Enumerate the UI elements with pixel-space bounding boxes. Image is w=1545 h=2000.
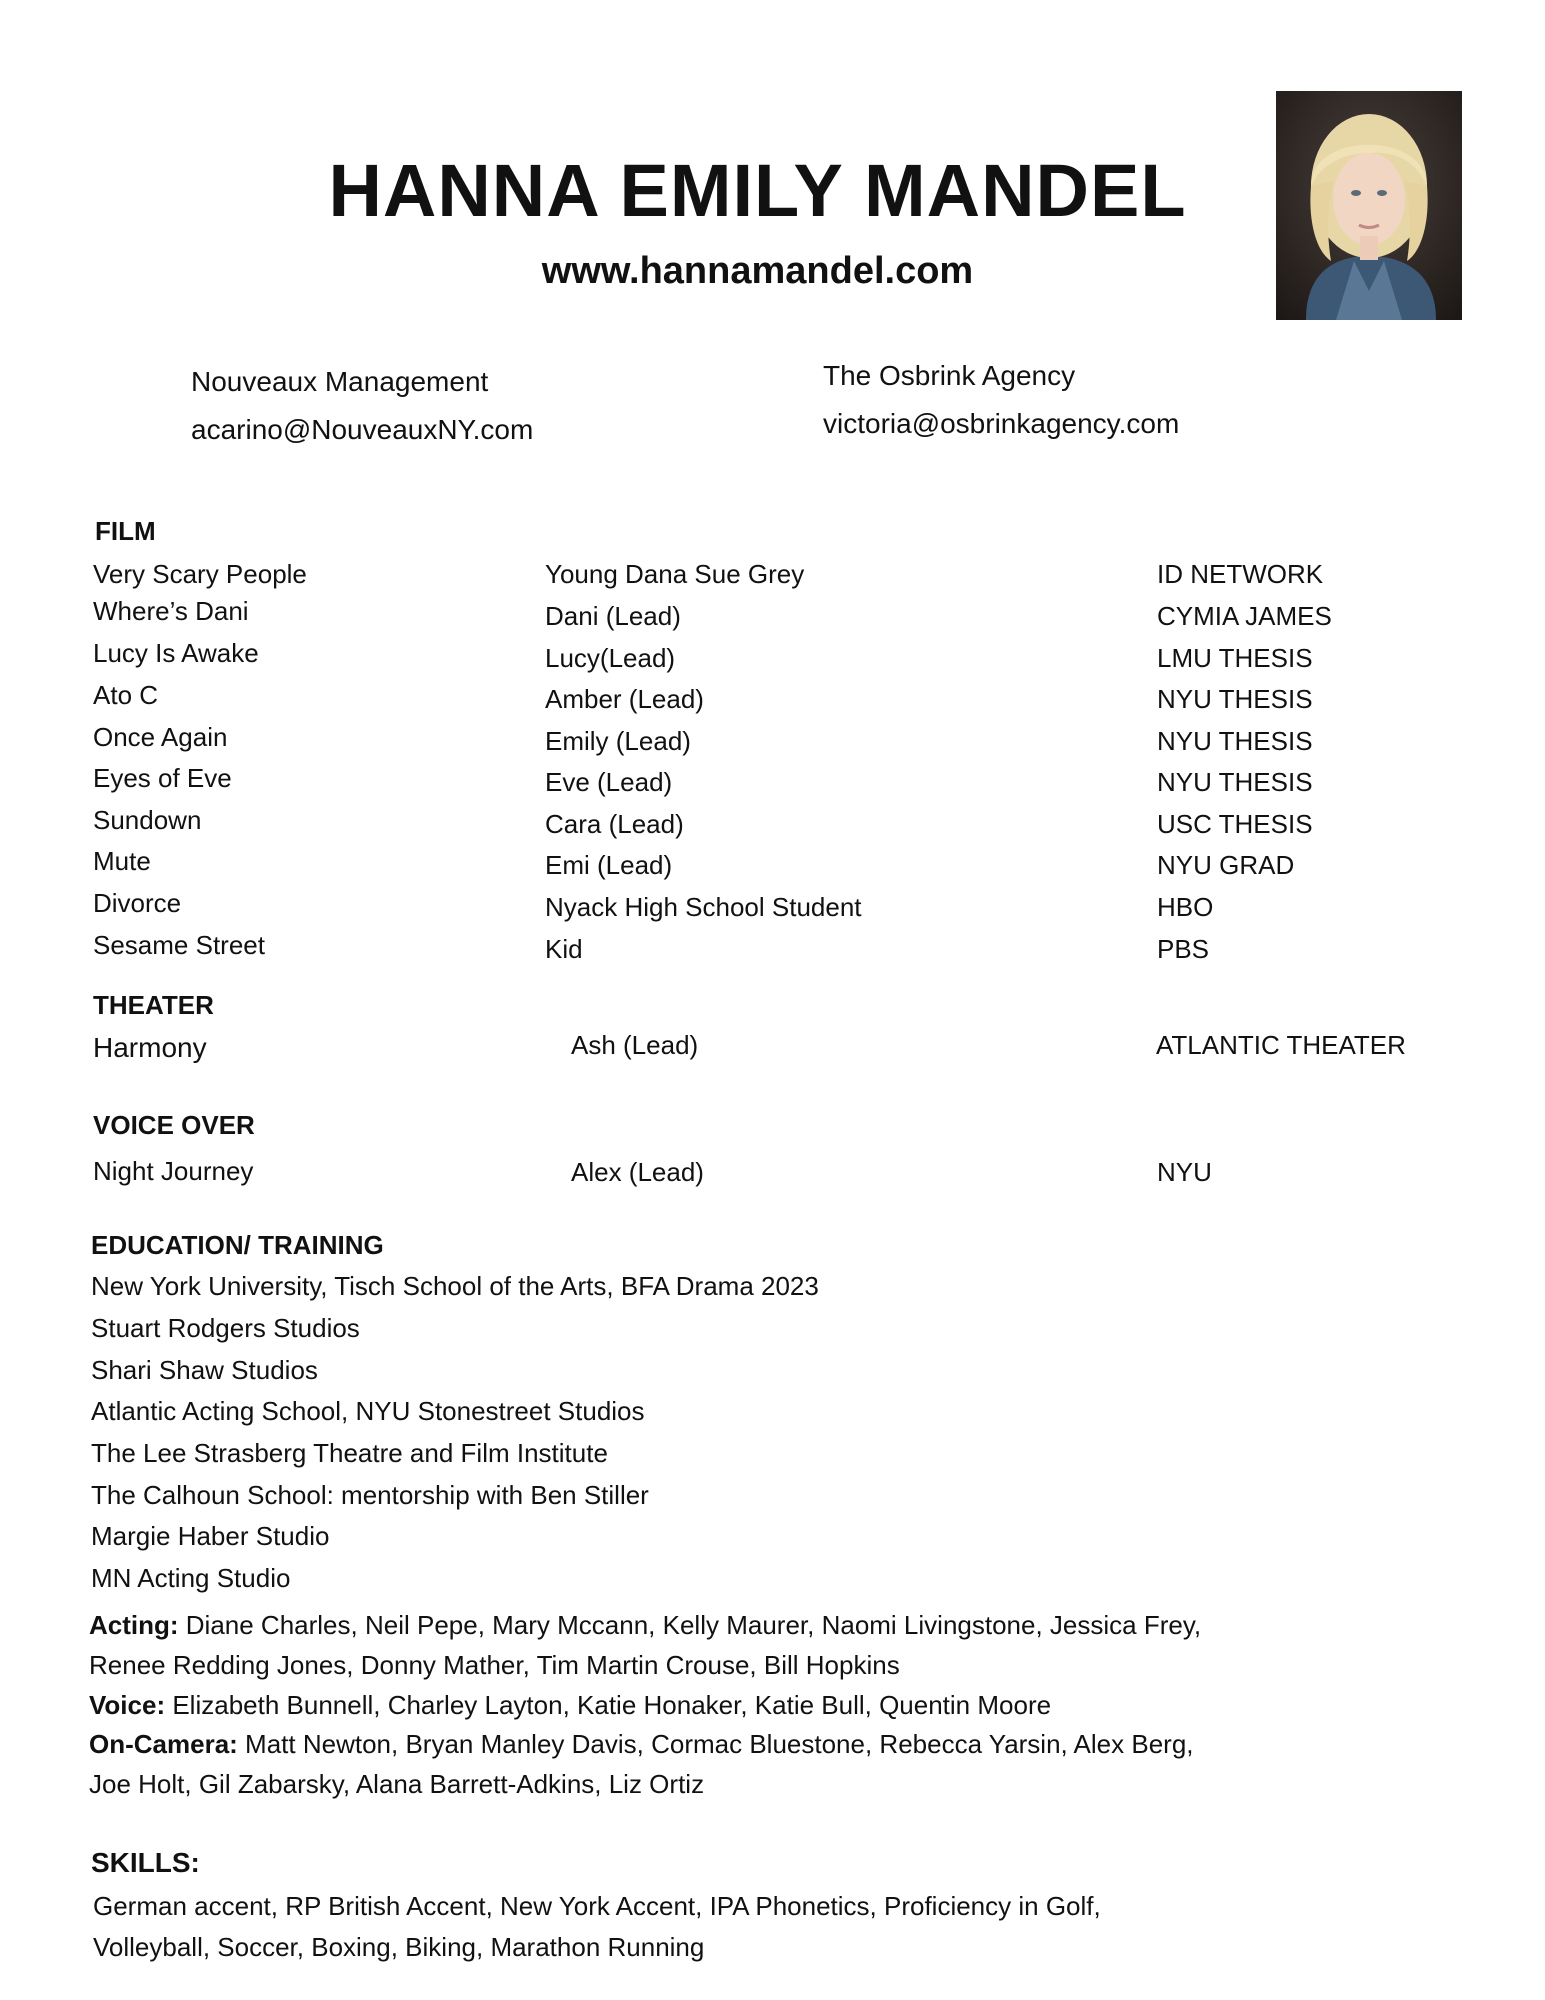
page-title: HANNA EMILY MANDEL [328, 149, 1187, 232]
education-heading: EDUCATION/ TRAINING [91, 1230, 384, 1260]
film-title: Eyes of Eve [93, 763, 232, 793]
website-link[interactable]: www.hannamandel.com [541, 250, 974, 292]
education-item: Atlantic Acting School, NYU Stonestreet Studios [91, 1396, 645, 1426]
on-camera-teachers-list: Matt Newton, Bryan Manley Davis, Cormac Bluestone, Rebecca Yarsin, Alex Berg, [237, 1729, 1194, 1759]
film-company: ID NETWORK [1157, 559, 1324, 589]
education-item: The Lee Strasberg Theatre and Film Institute [91, 1438, 608, 1468]
management-contact [191, 358, 533, 454]
film-company: USC THESIS [1157, 809, 1313, 839]
film-role: Nyack High School Student [545, 892, 862, 922]
film-company: PBS [1157, 934, 1210, 964]
on-camera-teachers [89, 1729, 1194, 1760]
headshot-photo [1276, 91, 1462, 320]
film-title: Mute [93, 846, 151, 876]
film-title: Ato C [93, 680, 159, 710]
voice-teachers [89, 1690, 1051, 1721]
theater-title: Harmony [93, 1032, 207, 1063]
skills-list: German accent, RP British Accent, New York Accent, IPA Phonetics, Proficiency in Golf, [93, 1891, 1101, 1921]
education-item: Stuart Rodgers Studios [91, 1313, 360, 1343]
voice-over-role: Alex (Lead) [571, 1157, 704, 1187]
education-item: The Calhoun School: mentorship with Ben Stiller [91, 1480, 649, 1510]
on-camera-label: On-Camera: [89, 1729, 238, 1759]
film-role: Emi (Lead) [545, 850, 673, 880]
film-role: Cara (Lead) [545, 809, 684, 839]
theater-company: ATLANTIC THEATER [1156, 1030, 1406, 1060]
film-title: Where’s Dani [93, 596, 249, 626]
film-role: Lucy(Lead) [545, 643, 676, 673]
education-item: Margie Haber Studio [91, 1521, 330, 1551]
acting-teachers-cont: Renee Redding Jones, Donny Mather, Tim Martin Crouse, Bill Hopkins [89, 1650, 900, 1680]
skills-heading: SKILLS: [91, 1847, 200, 1878]
film-role: Amber (Lead) [545, 684, 704, 714]
film-title: Lucy Is Awake [93, 638, 259, 668]
voice-over-title: Night Journey [93, 1156, 254, 1186]
skills-list-cont: Volleyball, Soccer, Boxing, Biking, Marathon Running [93, 1932, 705, 1962]
film-role: Dani (Lead) [545, 601, 681, 631]
voice-over-heading: VOICE OVER [93, 1110, 255, 1140]
education-item: Shari Shaw Studios [91, 1355, 318, 1385]
film-role: Eve (Lead) [545, 767, 673, 797]
agency-contact [823, 352, 1179, 448]
agency-name: The Osbrink Agency [823, 360, 1076, 391]
education-item: New York University, Tisch School of the Arts, BFA Drama 2023 [91, 1271, 819, 1301]
film-title: Sesame Street [93, 930, 265, 960]
acting-label: Acting: [89, 1610, 179, 1640]
film-title: Very Scary People [93, 559, 307, 589]
film-role: Emily (Lead) [545, 726, 691, 756]
management-email[interactable]: acarino@NouveauxNY.com [191, 414, 534, 445]
voice-over-company: NYU [1157, 1157, 1212, 1187]
theater-role: Ash (Lead) [571, 1030, 699, 1060]
agency-email[interactable]: victoria@osbrinkagency.com [823, 408, 1180, 439]
film-company: CYMIA JAMES [1157, 601, 1332, 631]
film-company: LMU THESIS [1157, 643, 1313, 673]
film-company: NYU THESIS [1157, 767, 1313, 797]
film-title: Sundown [93, 805, 202, 835]
voice-teachers-list: Elizabeth Bunnell, Charley Layton, Katie Honaker, Katie Bull, Quentin Moore [165, 1690, 1052, 1720]
film-company: NYU THESIS [1157, 726, 1313, 756]
film-heading: FILM [95, 516, 156, 546]
on-camera-teachers-cont: Joe Holt, Gil Zabarsky, Alana Barrett-Adkins, Liz Ortiz [89, 1769, 705, 1799]
film-company: HBO [1157, 892, 1214, 922]
education-item: MN Acting Studio [91, 1563, 291, 1593]
film-company: NYU GRAD [1157, 850, 1295, 880]
film-title: Divorce [93, 888, 182, 918]
film-title: Once Again [93, 722, 228, 752]
voice-label: Voice: [89, 1690, 166, 1720]
theater-heading: THEATER [93, 990, 214, 1020]
film-role: Young Dana Sue Grey [545, 559, 805, 589]
acting-teachers-list: Diane Charles, Neil Pepe, Mary Mccann, Kelly Maurer, Naomi Livingstone, Jessica Frey, [178, 1610, 1202, 1640]
film-company: NYU THESIS [1157, 684, 1313, 714]
acting-teachers [89, 1610, 1201, 1641]
film-role: Kid [545, 934, 583, 964]
management-name: Nouveaux Management [191, 366, 489, 397]
